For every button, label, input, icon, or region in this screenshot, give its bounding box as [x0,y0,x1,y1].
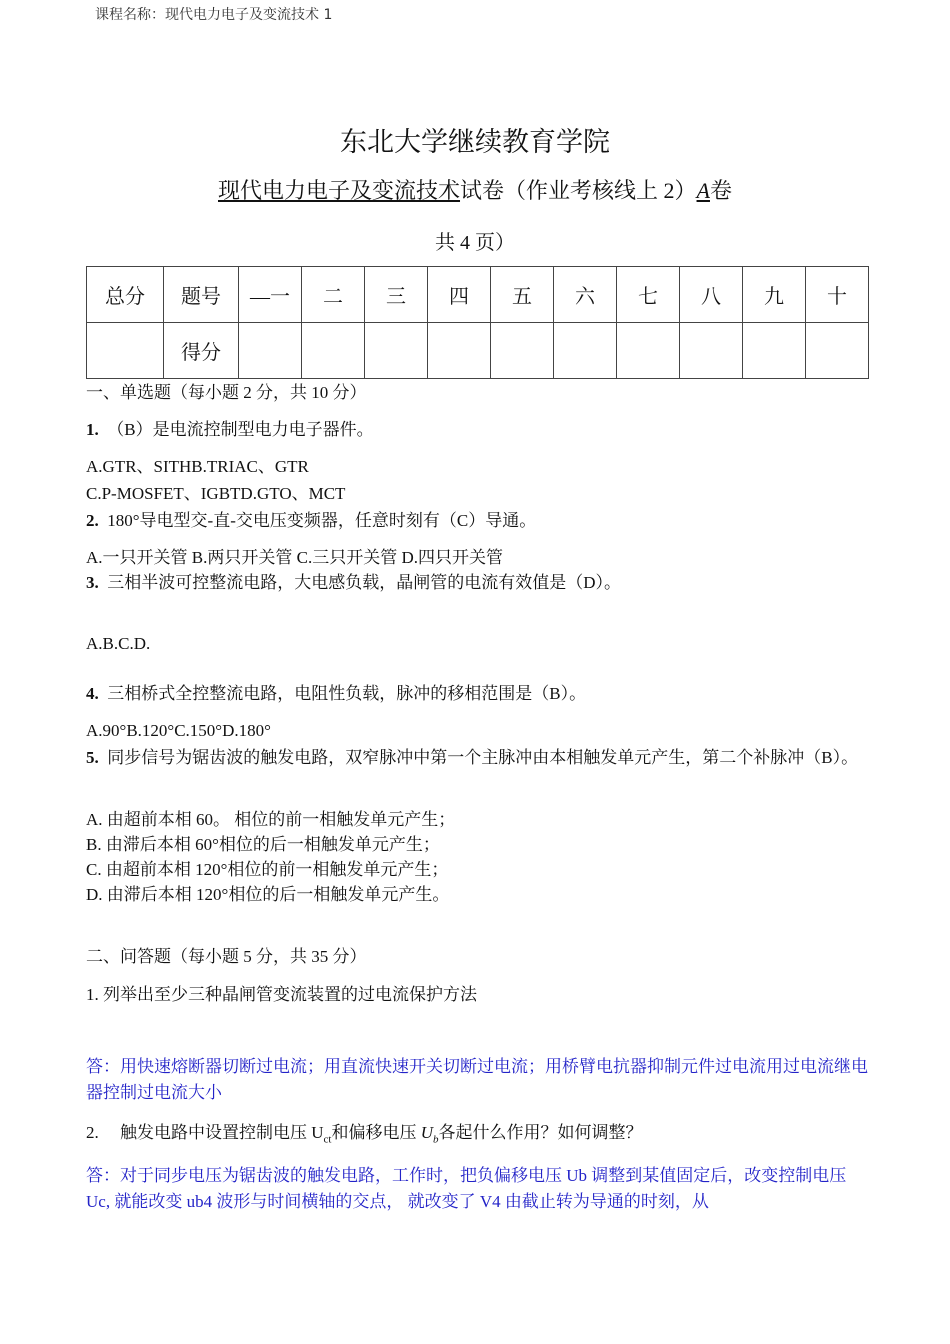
question-text: 三相桥式全控整流电路，电阻性负载，脉冲的移相范围是（B）。 [107,684,587,703]
score-table-header-row [87,267,869,323]
question-number: 2. [86,511,99,530]
score-cell: 五 [491,267,554,323]
question-5-option-b: B. 由滞后本相 60°相位的后一相触发单元产生； [86,835,440,854]
question-number: 1. [86,420,99,439]
question-1 [86,418,374,442]
score-table [86,266,869,379]
essay-question-2 [86,1121,643,1151]
question-2 [86,509,536,533]
subscript-b: b [433,1133,439,1146]
score-cell: 十 [806,267,869,323]
score-cell: 四 [428,267,491,323]
score-cell-empty [302,323,365,379]
score-cell: 总分 [87,267,164,323]
question-number: 2. [86,1123,99,1142]
question-text: 同步信号为锯齿波的触发电路，双窄脉冲中第一个主脉冲由本相触发单元产生，第二个补脉冲（B）。 [107,748,859,767]
exam-paper-suffix: 卷 [709,178,732,203]
score-cell-empty [428,323,491,379]
question-number: 4. [86,684,99,703]
exam-paper-letter: A [696,178,710,203]
exam-title [0,174,950,205]
page-count: 共 4 页） [435,232,515,254]
score-table-score-row [87,323,869,379]
essay-answer-2: 答：对于同步电压为锯齿波的触发电路，工作时，把负偏移电压 Ub 调整到某值固定后，改变控制电压 Uc, 就能改变 ub4 波形与时间横轴的交点， 就改变了 V4 由截止转为导通的时刻，从 [86,1166,847,1211]
essay-question-1: 1. 列举出至少三种晶闸管变流装置的过电流保护方法 [86,985,477,1004]
question-5 [86,745,869,771]
score-cell-empty [239,323,302,379]
question-2-options: A.一只开关管 B.两只开关管 C.三只开关管 D.四只开关管 [86,548,503,567]
score-cell-empty [365,323,428,379]
question-text: （B）是电流控制型电力电子器件。 [107,420,374,439]
question-3 [86,571,621,595]
exam-title-rest: 试卷（作业考核线上 2） [460,178,697,203]
score-cell: 八 [680,267,743,323]
question-3-options: A.B.C.D. [86,634,151,653]
question-text: 触发电路中设置控制电压 U [120,1123,324,1142]
question-1-options-line1: A.GTR、SITHB.TRIAC、GTR [86,457,309,476]
symbol-u: U [420,1123,434,1142]
school-title: 东北大学继续教育学院 [340,127,610,157]
score-cell-empty [743,323,806,379]
score-cell: 题号 [164,267,239,323]
subscript-ct: ct [323,1133,332,1146]
score-cell-empty [87,323,164,379]
score-cell-empty [554,323,617,379]
question-4 [86,682,586,706]
question-text: 三相半波可控整流电路，大电感负载，晶闸管的电流有效值是（D）。 [107,573,622,592]
score-row-label: 得分 [164,323,239,379]
question-4-options: A.90°B.120°C.150°D.180° [86,721,271,740]
question-number: 5. [86,748,99,767]
question-1-options-line2: C.P-MOSFET、IGBTD.GTO、MCT [86,484,346,503]
exam-subject: 现代电力电子及变流技术 [218,178,461,203]
score-cell-empty [491,323,554,379]
score-cell-empty [806,323,869,379]
course-name-header: 课程名称：现代电力电子及变流技术 1 [95,7,333,23]
section2-heading: 二、问答题（每小题 5 分，共 35 分） [86,947,367,966]
question-text: 各起什么作用？如何调整？ [438,1123,643,1142]
question-5-option-a: A. 由超前本相 60。 相位的前一相触发单元产生； [86,810,456,829]
essay-answer-1: 答：用快速熔断器切断过电流；用直流快速开关切断过电流；用桥臂电抗器抑制元件过电流用过电流继电器控制过电流大小 [86,1057,868,1102]
score-cell: 二 [302,267,365,323]
score-cell: 七 [617,267,680,323]
question-text: 和偏移电压 [331,1123,421,1142]
question-5-option-d: D. 由滞后本相 120°相位的后一相触发单元产生。 [86,885,450,904]
score-cell: 九 [743,267,806,323]
score-cell: —一 [239,267,302,323]
section1-heading: 一、单选题（每小题 2 分，共 10 分） [86,383,367,402]
score-cell-empty [617,323,680,379]
score-cell: 三 [365,267,428,323]
score-cell-empty [680,323,743,379]
question-number: 3. [86,573,99,592]
question-text: 180°导电型交-直-交电压变频器，任意时刻有（C）导通。 [107,511,537,530]
question-5-option-c: C. 由超前本相 120°相位的前一相触发单元产生； [86,860,449,879]
score-cell: 六 [554,267,617,323]
